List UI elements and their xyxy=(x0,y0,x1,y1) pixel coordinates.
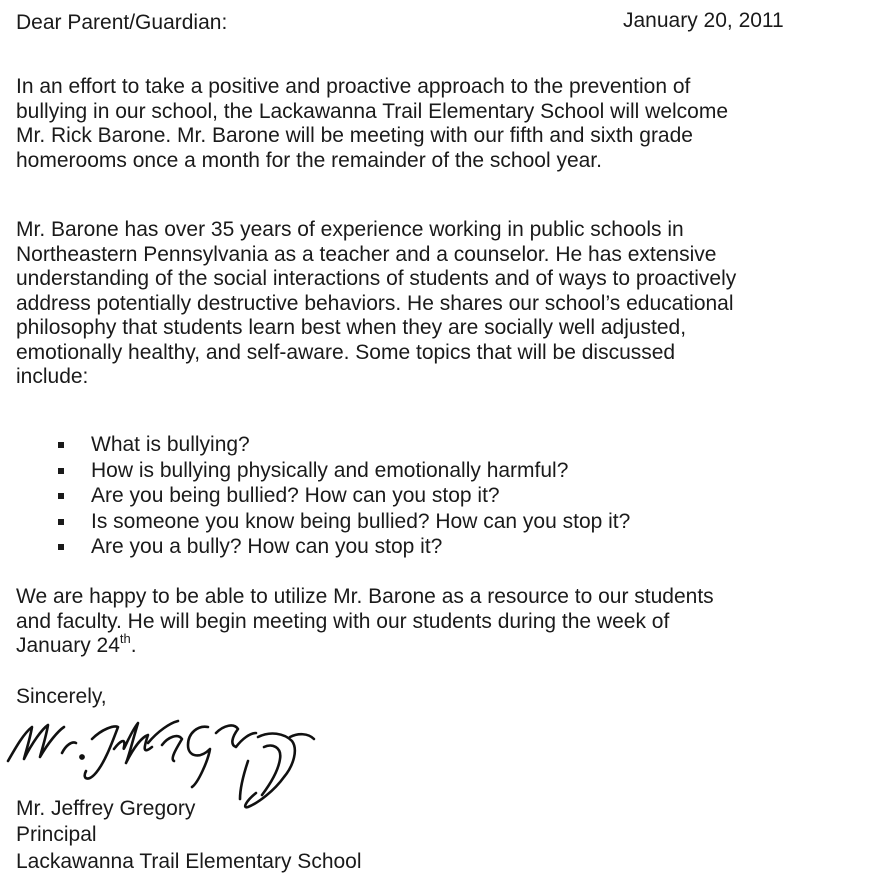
topic-text: What is bullying? xyxy=(91,433,250,456)
paragraph-closing xyxy=(16,585,714,659)
letter-header xyxy=(16,11,871,36)
signer-title: Principal xyxy=(16,823,97,846)
square-bullet-icon xyxy=(58,544,64,550)
closing: Sincerely, xyxy=(16,685,107,708)
paragraph-line: Northeastern Pennsylvania as a teacher and a counselor. He has extensive xyxy=(16,242,717,266)
paragraph-line: philosophy that students learn best when they are socially well adjusted, xyxy=(16,316,687,339)
paragraph-line: We are happy to be able to utilize Mr. Barone as a resource to our students xyxy=(16,585,714,608)
paragraph-line: address potentially destructive behaviors. He shares our school’s educational xyxy=(16,291,734,315)
list-item xyxy=(16,535,630,561)
signer-name: Mr. Jeffrey Gregory xyxy=(16,797,196,820)
paragraph-line: Mr. Rick Barone. Mr. Barone will be meeting with our fifth and sixth grade xyxy=(16,124,693,147)
paragraph-line: bullying in our school, the Lackawanna Trail Elementary School will welcome xyxy=(16,99,729,123)
letter xyxy=(16,9,871,873)
start-date: January 24 xyxy=(16,634,120,657)
paragraph-line: emotionally healthy, and self-aware. Some topics that will be discussed xyxy=(16,340,676,364)
sentence-end: . xyxy=(130,634,137,657)
paragraph-line: Mr. Barone has over 35 years of experience working in public schools in xyxy=(16,218,684,241)
topic-text: Are you being bullied? How can you stop it? xyxy=(91,484,500,507)
paragraph-line xyxy=(16,631,714,659)
square-bullet-icon xyxy=(58,442,64,448)
paragraph-experience xyxy=(16,218,736,390)
topic-text: Is someone you know being bullied? How can you stop it? xyxy=(91,509,631,533)
paragraph-line: include: xyxy=(16,365,89,388)
list-item xyxy=(16,459,630,485)
salutation: Dear Parent/Guardian: xyxy=(16,11,228,34)
square-bullet-icon xyxy=(58,493,64,499)
square-bullet-icon xyxy=(58,519,64,525)
letter-date: January 20, 2011 xyxy=(623,9,784,32)
paragraph-line: and faculty. He will begin meeting with our students during the week of xyxy=(16,609,670,633)
topic-text: How is bullying physically and emotionally harmful? xyxy=(91,458,569,482)
list-item xyxy=(16,433,630,459)
paragraph-intro xyxy=(16,75,728,173)
ordinal-suffix: th xyxy=(119,631,131,646)
list-item xyxy=(16,510,630,536)
square-bullet-icon xyxy=(58,468,64,474)
list-item xyxy=(16,484,630,510)
paragraph-line: In an effort to take a positive and proactive approach to the prevention of xyxy=(16,75,691,98)
paragraph-line: understanding of the social interactions of students and of ways to proactively xyxy=(16,267,737,290)
paragraph-line: homerooms once a month for the remainder of the school year. xyxy=(16,148,602,172)
topic-text: Are you a bully? How can you stop it? xyxy=(91,535,443,558)
topics-list xyxy=(16,433,630,561)
signer-school: Lackawanna Trail Elementary School xyxy=(16,850,362,873)
